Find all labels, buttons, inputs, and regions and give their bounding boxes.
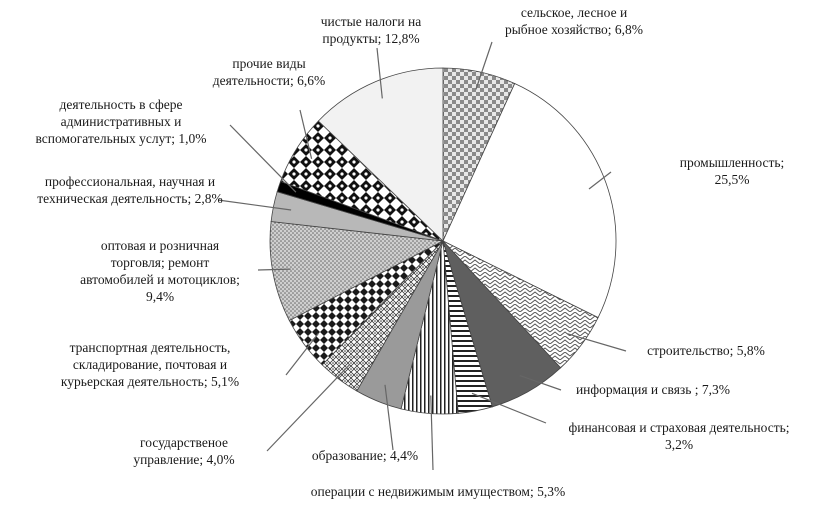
slice-label-line: чистые налоги на bbox=[320, 14, 422, 29]
slice-label bbox=[133, 435, 234, 467]
slice-label-line: административных и bbox=[60, 114, 182, 129]
slice-label-line: продукты; 12,8% bbox=[322, 31, 420, 46]
slice-label-line: складирование, почтовая и bbox=[72, 357, 228, 372]
slice-label bbox=[647, 343, 765, 358]
slice-label bbox=[35, 97, 206, 146]
leader-line bbox=[230, 125, 296, 192]
slice-label-line: транспортная деятельность, bbox=[69, 340, 231, 355]
slice-label-line: 9,4% bbox=[145, 289, 175, 304]
pie-slices bbox=[270, 68, 616, 414]
slice-label-line: техническая деятельность; 2,8% bbox=[37, 191, 223, 206]
slice-label-line: деятельности; 6,6% bbox=[212, 73, 326, 88]
slice-label bbox=[321, 14, 422, 46]
slice-label-line: рыбное хозяйство; 6,8% bbox=[504, 22, 644, 37]
slice-label bbox=[80, 238, 240, 304]
slice-label-line: образование; 4,4% bbox=[311, 448, 419, 463]
slice-label-line: прочие виды bbox=[232, 56, 306, 71]
slice-label bbox=[312, 448, 418, 463]
slice-label-line: оптовая и розничная bbox=[100, 238, 220, 253]
slice-label-line: управление; 4,0% bbox=[133, 452, 235, 467]
slice-label-line: 3,2% bbox=[664, 437, 694, 452]
leader-line bbox=[267, 365, 350, 451]
slice-label-line: профессиональная, научная и bbox=[44, 174, 216, 189]
slice-label-line: сельское, лесное и bbox=[520, 5, 628, 20]
slice-label-line: курьерская деятельность; 5,1% bbox=[60, 374, 240, 389]
slice-label bbox=[37, 174, 222, 206]
slice-label-line: государственое bbox=[140, 435, 228, 450]
slice-label bbox=[568, 420, 789, 452]
slice-label-line: строительство; 5,8% bbox=[647, 343, 765, 358]
slice-label bbox=[61, 340, 239, 389]
slice-label-line: операции с недвижимым имуществом; 5,3% bbox=[310, 484, 566, 499]
slice-label-line: 25,5% bbox=[714, 172, 750, 187]
slice-label-line: автомобилей и мотоциклов; bbox=[80, 272, 240, 287]
slice-label bbox=[213, 56, 326, 88]
slice-label bbox=[680, 155, 785, 187]
slice-label-line: деятельность в сфере bbox=[59, 97, 183, 112]
slice-label-line: информация и связь ; 7,3% bbox=[575, 382, 731, 397]
slice-label bbox=[311, 484, 565, 499]
slice-label-line: промышленность; bbox=[679, 155, 785, 170]
slice-label bbox=[505, 5, 643, 37]
slice-label-line: торговля; ремонт bbox=[110, 255, 210, 270]
slice-label bbox=[576, 382, 730, 397]
slice-label-line: финансовая и страховая деятельность; bbox=[568, 420, 790, 435]
slice-label-line: вспомогательных услут; 1,0% bbox=[35, 131, 207, 146]
